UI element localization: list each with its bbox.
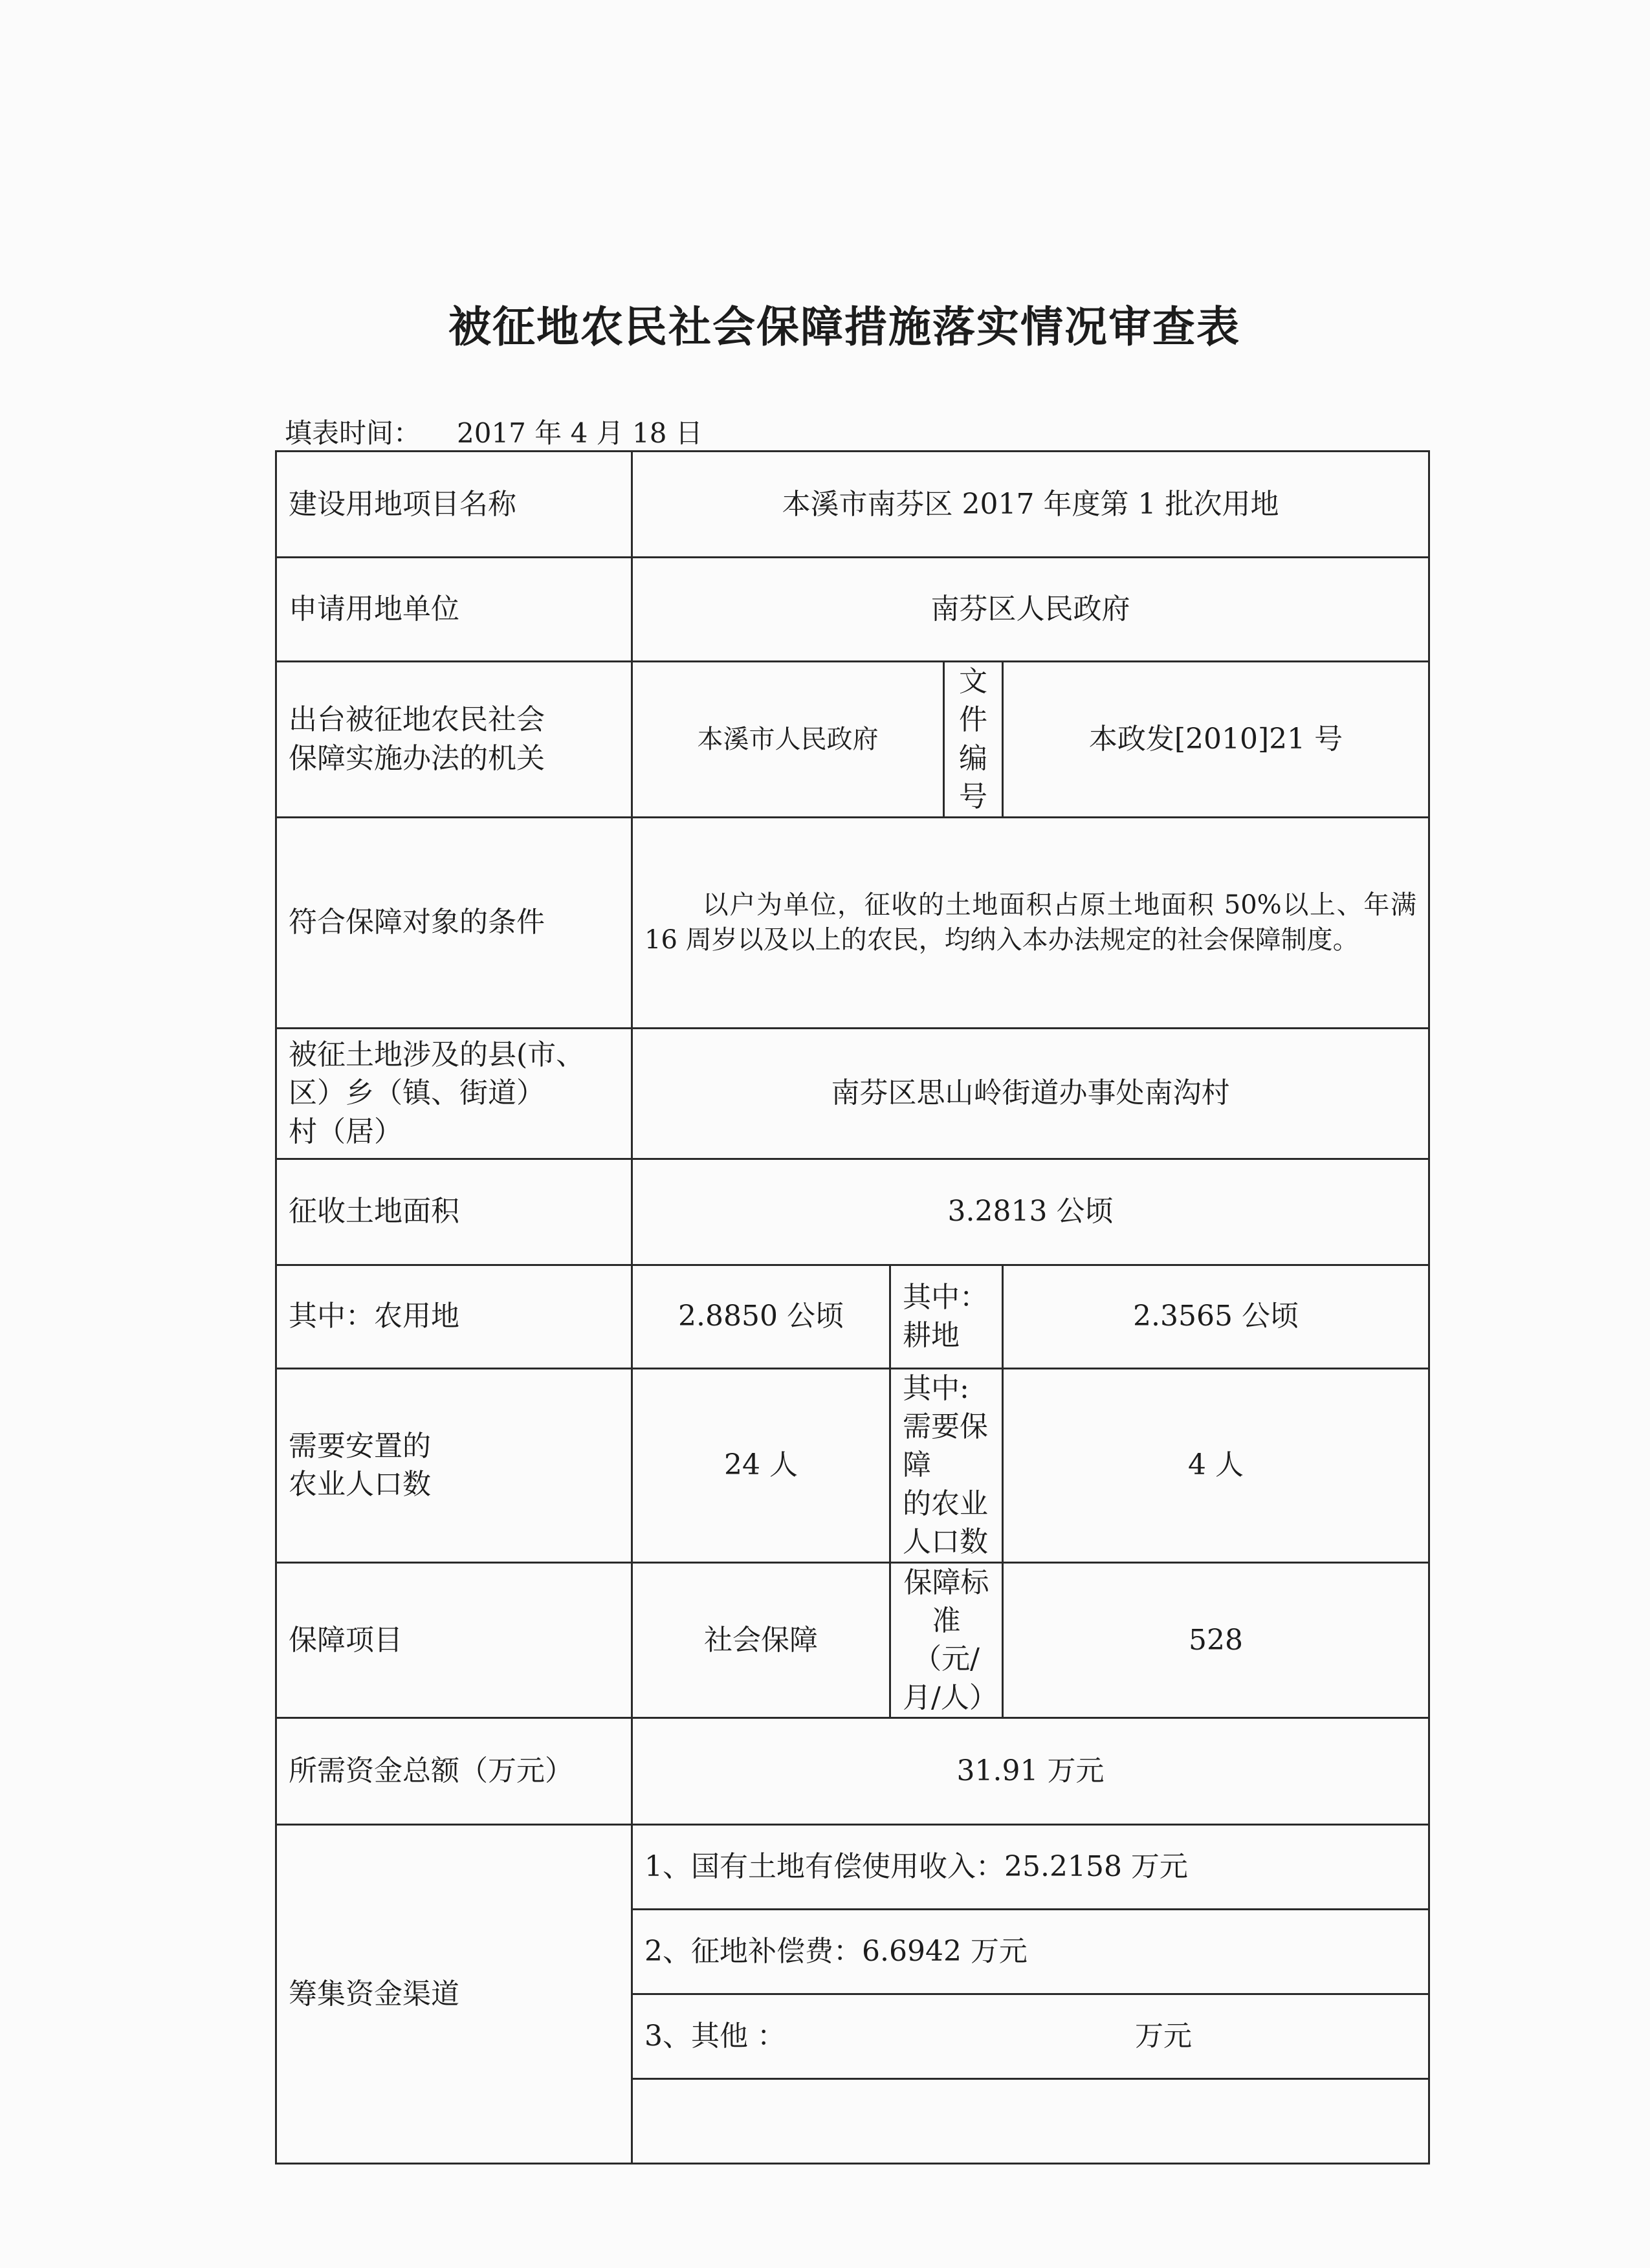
page-title: 被征地农民社会保障措施落实情况审查表 (448, 301, 1240, 352)
eligibility-value (632, 817, 1429, 1028)
eligibility-text: 以户为单位，征收的土地面积占原土地面积 50%以上、年满 16 周岁以及以上的农民，均纳入本办法规定的社会保障制度。 (644, 890, 1417, 955)
project-name-label: 建设用地项目名称 (276, 452, 632, 558)
guarantee-standard-label-line1: 保障标准 (903, 1565, 989, 1637)
row-location (276, 1028, 1429, 1159)
doc-number-label-line1: 文件 (959, 665, 987, 737)
total-funds-label: 所需资金总额（万元） (276, 1718, 632, 1825)
farmland-value: 2.8850 公顷 (632, 1265, 890, 1368)
population-value: 24 人 (632, 1368, 890, 1562)
row-total-funds (276, 1718, 1429, 1825)
row-farmland (276, 1265, 1429, 1368)
fund-channel-item-2: 2、征地补偿费：6.6942 万元 (632, 1910, 1429, 1994)
location-label-line2: 区）乡（镇、街道） (289, 1076, 545, 1110)
row-applicant (276, 558, 1429, 662)
land-area-label: 征收土地面积 (276, 1159, 632, 1265)
guarantee-standard-value: 528 (1003, 1562, 1429, 1718)
guarantee-standard-label (890, 1562, 1003, 1718)
fund-channel-item-1: 1、国有土地有偿使用收入：25.2158 万元 (632, 1825, 1429, 1910)
issuing-authority-value: 本溪市人民政府 (632, 662, 944, 818)
population-label-line2: 农业人口数 (289, 1468, 431, 1501)
applicant-value: 南芬区人民政府 (632, 558, 1429, 662)
total-funds-value: 31.91 万元 (632, 1718, 1429, 1825)
population-label-line1: 需要安置的 (289, 1429, 431, 1463)
issuing-authority-label-line1: 出台被征地农民社会 (289, 703, 545, 737)
project-name-value: 本溪市南芬区 2017 年度第 1 批次用地 (632, 452, 1429, 558)
eligibility-label: 符合保障对象的条件 (276, 817, 632, 1028)
issuing-authority-label-line2: 保障实施办法的机关 (289, 741, 545, 775)
fund-channel-item-3-unit: 万元 (1134, 2020, 1192, 2053)
fill-date (285, 412, 703, 451)
issuing-authority-label (276, 662, 632, 818)
cultivated-land-value: 2.3565 公顷 (1003, 1265, 1429, 1368)
fund-channel-item-4 (632, 2079, 1429, 2164)
row-eligibility (276, 817, 1429, 1028)
review-form-table (275, 450, 1430, 2164)
land-area-value: 3.2813 公顷 (632, 1159, 1429, 1265)
row-issuing-authority (276, 662, 1429, 818)
row-project-name (276, 452, 1429, 558)
protected-population-label (890, 1368, 1003, 1562)
doc-number-label-line2: 编号 (959, 741, 987, 814)
doc-number-value: 本政发[2010]21 号 (1003, 662, 1429, 818)
protected-population-label-line2: 的农业人口数 (903, 1487, 988, 1559)
protected-population-label-line1: 其中:需要保障 (903, 1371, 988, 1482)
doc-number-label (944, 662, 1003, 818)
fund-channels-label: 筹集资金渠道 (276, 1825, 632, 2164)
farmland-label: 其中：农用地 (276, 1265, 632, 1368)
location-value: 南芬区思山岭街道办事处南沟村 (632, 1028, 1429, 1159)
guarantee-value: 社会保障 (632, 1562, 890, 1718)
row-fund-channel-1 (276, 1825, 1429, 1910)
row-guarantee (276, 1562, 1429, 1718)
guarantee-standard-label-line2: （元/月/人） (903, 1642, 998, 1714)
cultivated-land-label: 其中：耕地 (890, 1265, 1003, 1368)
location-label-line3: 村（居） (289, 1115, 402, 1148)
fund-channel-item-3 (632, 1994, 1429, 2079)
protected-population-value: 4 人 (1003, 1368, 1429, 1562)
fill-date-value: 2017 年 4 月 18 日 (457, 417, 703, 449)
row-population (276, 1368, 1429, 1562)
fill-date-label: 填表时间： (285, 417, 421, 449)
applicant-label: 申请用地单位 (276, 558, 632, 662)
fund-channel-item-3-prefix: 3、其他 ： (644, 2020, 786, 2053)
location-label (276, 1028, 632, 1159)
row-land-area (276, 1159, 1429, 1265)
location-label-line1: 被征土地涉及的县(市、 (289, 1038, 585, 1071)
population-label (276, 1368, 632, 1562)
guarantee-label: 保障项目 (276, 1562, 632, 1718)
